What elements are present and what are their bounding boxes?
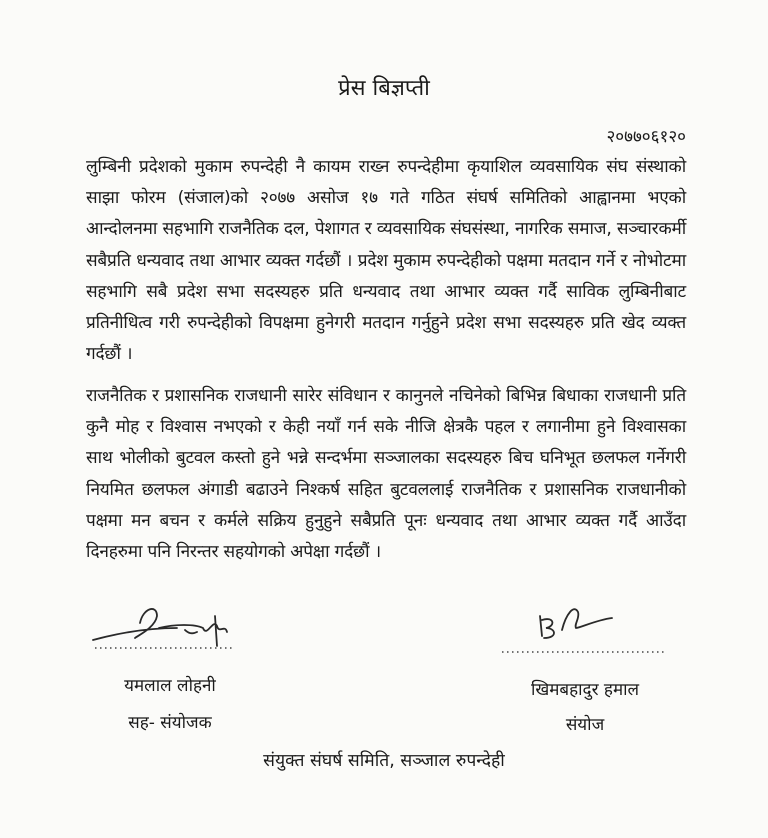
signatory-name-left: यमलाल लोहनी bbox=[124, 676, 216, 696]
document-title: प्रेस बिज्ञप्ती bbox=[338, 76, 430, 101]
signatory-name-right: खिमबहादुर हमाल bbox=[530, 680, 640, 700]
signatory-role-right: संयोज bbox=[565, 715, 605, 735]
signature-right bbox=[500, 598, 670, 658]
handwritten-signature-right bbox=[500, 598, 670, 658]
signatory-role-left: सह- संयोजक bbox=[128, 713, 212, 733]
organization-footer: संयुक्त संघर्ष समिति, सञ्जाल रुपन्देही bbox=[263, 751, 505, 771]
body-paragraph-1: लुम्बिनी प्रदेशको मुकाम रुपन्देही नै कायम राख्न रुपन्देहीमा कृयाशिल व्यवसायिक संघ संस्थाको साझा फोरम (संजाल)को २०७७ असोज १७ गते गठित संघर्ष समितिको आह्वानमा भएको आन्दोलनमा सहभागि राजनैतिक दल, पेशागत र व्यवसायिक संघसंस्था, नागरिक समाज, सञ्चारकर्मी सबैप्रति धन्यवाद तथा आभार व्यक्त गर्दछौं । प्रदेश मुकाम रुपन्देहीको पक्षमा मतदान गर्ने र नोभोटमा सहभागि सबै प्रदेश सभा सदस्यहरु प्रति धन्यवाद तथा आभार व्यक्त गर्दै साविक लुम्बिनीबाट प्रतिनीधित्व गरी रुपन्देहीको विपक्षमा हुनेगरी मतदान गर्नुहुने प्रदेश सभा सदस्यहरु प्रति खेद व्यक्त गर्दछौं । bbox=[86, 157, 686, 365]
body-paragraph-2: राजनैतिक र प्रशासनिक राजधानी सारेर संविधान र कानुनले नचिनेको बिभिन्न बिधाका राजधानी प्रति कुनै मोह र विश्वास नभएको र केही नयाँ गर्न सके नीजि क्षेत्रकै पहल र लगानीमा हुने विश्वासका साथ भोलीको बुटवल कस्तो हुने भन्ने सन्दर्भमा सञ्जालका सदस्यहरु बिच घनिभूत छलफल गर्नेगरी नियमित छलफल अंगाडी बढाउने निश्कर्ष सहित बुटवललाई राजनैतिक र प्रशासनिक राजधानीको पक्षमा मन बचन र कर्मले सक्रिय हुनुहुने सबैप्रति पूनः धन्यवाद तथा आभार व्यक्त गर्दै आउँदा दिनहरुमा पनि निरन्तर सहयोगको अपेक्षा गर्दछौं । bbox=[86, 386, 686, 563]
signature-left bbox=[85, 598, 255, 658]
handwritten-signature-left bbox=[85, 598, 255, 658]
document-date: २०७७०६१२० bbox=[606, 127, 686, 147]
